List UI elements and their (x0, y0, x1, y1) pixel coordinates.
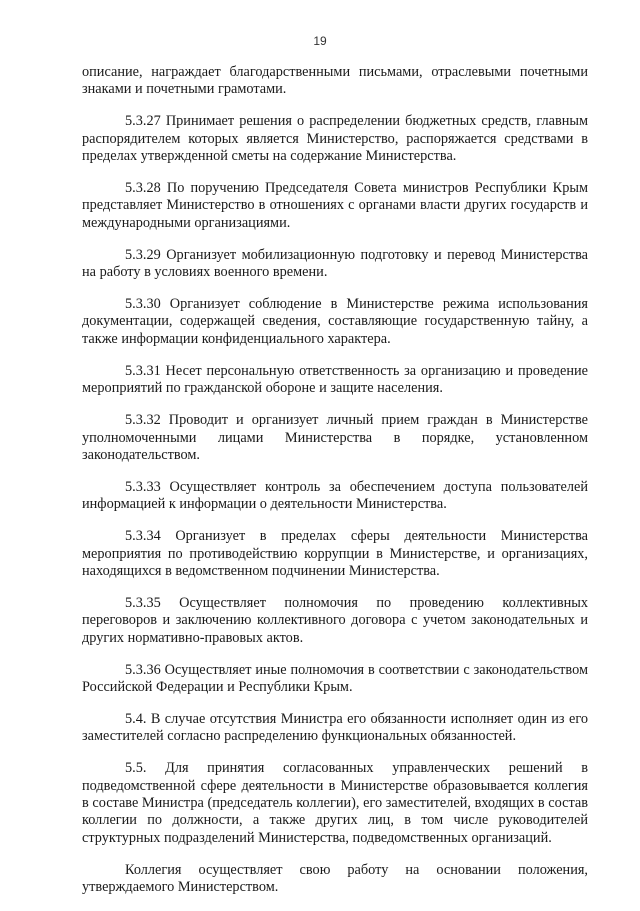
paragraph-continuation: описание, награждает благодарственными письмами, отраслевыми почетными знаками и почетными грамотами. (82, 64, 588, 98)
paragraph-5-3-33: 5.3.33 Осуществляет контроль за обеспечением доступа пользователей информацией к информации о деятельности Министерства. (82, 478, 588, 513)
paragraph-5-4: 5.4. В случае отсутствия Министра его обязанности исполняет один из его заместителей согласно распределению функциональных обязанностей. (82, 710, 588, 745)
page-number: 19 (313, 34, 327, 48)
paragraph-5-3-36: 5.3.36 Осуществляет иные полномочия в соответствии с законодательством Российской Федерации и Республики Крым. (82, 661, 588, 695)
paragraph-collegium: Коллегия осуществляет свою работу на основании положения, утверждаемого Министерством. (82, 861, 588, 896)
paragraph-5-3-32: 5.3.32 Проводит и организует личный прием граждан в Министерстве уполномоченными лицами Министерства в порядке, установленном законодательством. (82, 412, 588, 463)
paragraph-5-5: 5.5. Для принятия согласованных управленческих решений в подведомственной сфере деятельности в Министерстве образовывается коллегия в составе Министра (председатель коллегии), его заместителей, входящих в состав коллегии по должности, а также других лиц, в том числе руководителей структурных подразделений Министерства, подведомственных организаций. (82, 760, 588, 846)
paragraph-5-3-35: 5.3.35 Осуществляет полномочия по проведению коллективных переговоров и заключению коллективного договора с учетом законодательных и других нормативно-правовых актов. (82, 594, 588, 646)
paragraph-5-3-31: 5.3.31 Несет персональную ответственность за организацию и проведение мероприятий по гражданской обороне и защите населения. (82, 362, 588, 397)
paragraph-5-3-29: 5.3.29 Организует мобилизационную подготовку и перевод Министерства на работу в условиях военного времени. (82, 246, 588, 281)
paragraph-5-3-30: 5.3.30 Организует соблюдение в Министерстве режима использования документации, содержащей сведения, составляющие государственную тайну, а также информации конфиденциального характера. (82, 296, 588, 347)
document-body (82, 64, 588, 911)
paragraph-5-3-34: 5.3.34 Организует в пределах сферы деятельности Министерства мероприятия по противодействию коррупции в Министерстве, и организациях, находящихся в ведомственном подчинении Министерства. (82, 528, 588, 579)
paragraph-5-3-28: 5.3.28 По поручению Председателя Совета министров Республики Крым представляет Министерство в отношениях с органами власти других государств и международными организациями. (82, 180, 588, 231)
paragraph-5-3-27: 5.3.27 Принимает решения о распределении бюджетных средств, главным распорядителем которых является Министерство, распоряжается средствами в пределах утвержденной сметы на содержание Министерства. (82, 113, 588, 165)
